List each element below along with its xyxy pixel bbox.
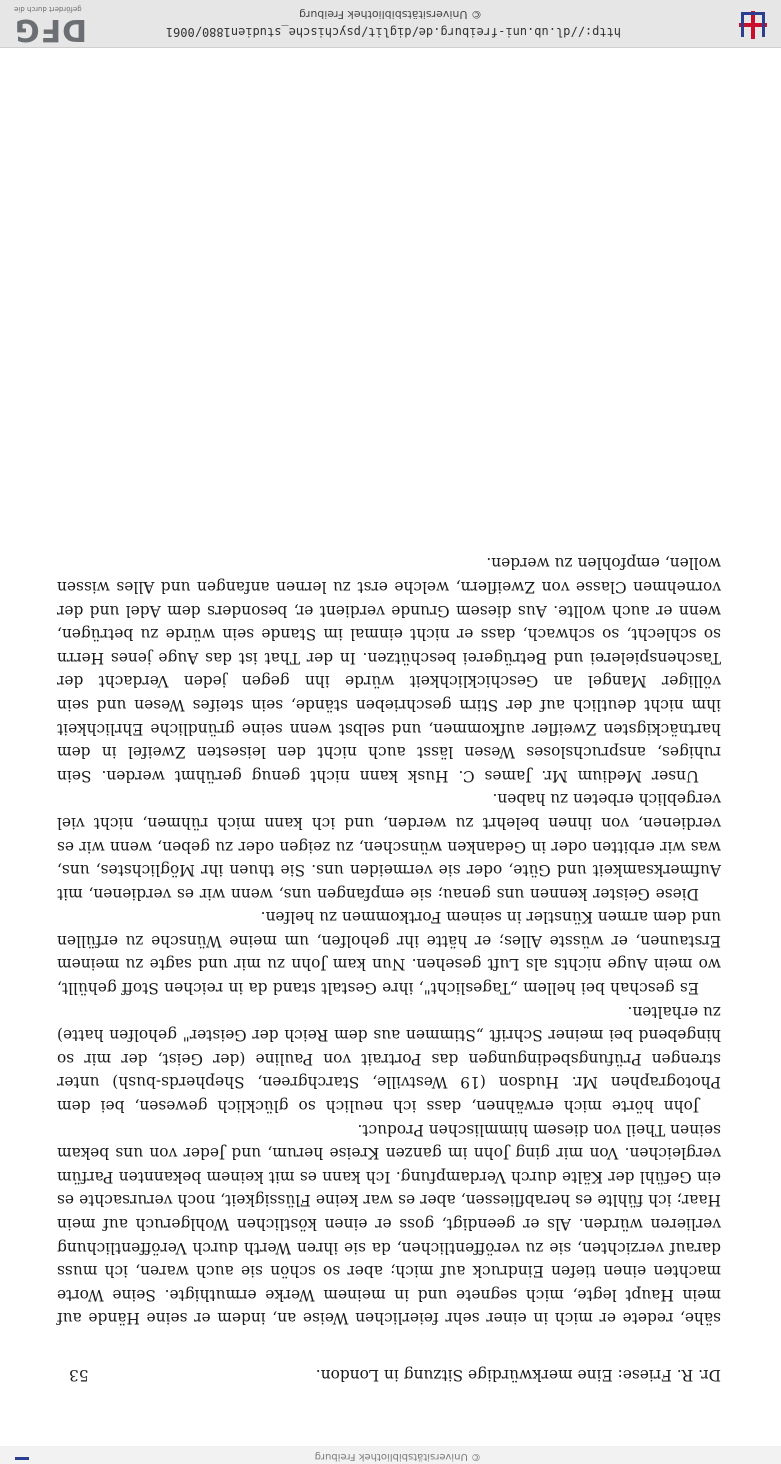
paragraph-3: Es geschah bei hellem „Tageslicht", ihre Gestalt stand da in reichen Stoff gehüllt, wo mein Auge nichts als Luft gesehen. Nun kam John zu mir und sagte zu meinem Erstaunen, er wüsste Alles; er hätte ihr geholfen, um meine Wünsche zu erfüllen und dem armen Künstler in seinem Fortkommen zu helfen. (57, 908, 721, 998)
page-number: 53 (69, 1366, 89, 1384)
page-content (57, 551, 721, 1386)
running-title: Dr. R. Friese: Eine merkwürdige Sitzung in London. (315, 1366, 721, 1384)
dfg-logo-mark: DFG (14, 12, 88, 47)
copyright-notice: © Universitätsbibliothek Freiburg (299, 8, 482, 21)
running-header (57, 1362, 721, 1386)
paragraph-5: Unser Medium Mr. James C. Husk kann nicht genug gerühmt werden. Sein ruhiges, anspruchsloses Wesen lässt auch nicht den leisesten Zweifel in dem hartnäckigsten Zweifler aufkommen, und selbst wenn seine gründliche Ehrlichkeit ihm nicht deutlich auf der Stirn geschrieben stände, sein steifes Wesen und sein völliger Mangel an Geschicklichkeit würde ihn gegen jeden Verdacht der Taschenspielerei und Betrügerei beschützen. In der That ist das Auge jenes Herrn so schlecht, so schwach, dass er nicht einmal im Stande sein würde zu betrügen, wenn er auch wollte. Aus diesem Grunde verdient er, besonders dem Adel und der vornehmen Classe von Zweiflern, welche erst zu lernen anfangen und Alles wissen wollen, empfohlen zu werden. (57, 554, 721, 785)
previous-footer-text: © Universitätsbibliothek Freiburg (314, 1451, 481, 1462)
library-footer (0, 0, 781, 48)
paragraph-2: John hörte mich erwähnen, dass ich neulich so glücklich gewesen, bei dem Photographen Mr. Hudson (19 Westville, Starchgreen, Shepherds-bush) unter strengen Prüfungsbedingungen das Portrait von Pauline (der Geist, der mir so hingebend bei meiner Schrift „Stimmen aus dem Reich der Geister" geholfen hatte) zu erhalten. (57, 1002, 721, 1116)
body-text (57, 551, 721, 1330)
permalink-url[interactable]: http://dl.ub.uni-freiburg.de/diglit/psychische_studien1880/0061 (165, 25, 621, 39)
previous-footer-logo-fragment (15, 1457, 29, 1460)
dfg-logo-subtitle: gefördert durch die (14, 5, 82, 13)
dfg-logo[interactable] (14, 5, 87, 45)
paragraph-1: sähe, redete er mich in einer sehr feierlichen Weise an, indem er seine Hände auf mein Haupt legte, mich segnete und in meinem Werke ermuthigte. Seine Worte machten einen tiefen Eindruck auf mich; aber so schön sie auch waren, ich muss darauf verzichten, sie zu veröffentlichen, da sie ihren Werth durch Veröffentlichung verlieren würden. Als er geendigt, goss er einen köstlichen Wohlgeruch auf mein Haar; ich fühlte es herabfliessen, aber es war keine Flüssigkeit, noch verursachte es ein Gefühl der Kälte durch Verdampfung. Ich kann es mit keinem bekannten Parfüm vergleichen. Von mir ging John im ganzen Kreise herum, und Jeder von uns bekam seinen Theil von diesem himmlischen Product. (57, 1120, 721, 1328)
paragraph-4: Diese Geister kennen uns genau; sie empfangen uns, wenn wir es verdienen, mit Aufmerksamkeit und Güte, oder sie vermeiden uns. Sie thuen ihr Möglichstes, uns, was wir erbitten oder in Gedanken wünschen, zu zeigen oder zu geben, wenn wir es verdienen, von ihnen belehrt zu werden, und ich kann mich rühmen, nicht viel vergeblich erbeten zu haben. (57, 790, 721, 903)
previous-page-footer (0, 1446, 781, 1464)
